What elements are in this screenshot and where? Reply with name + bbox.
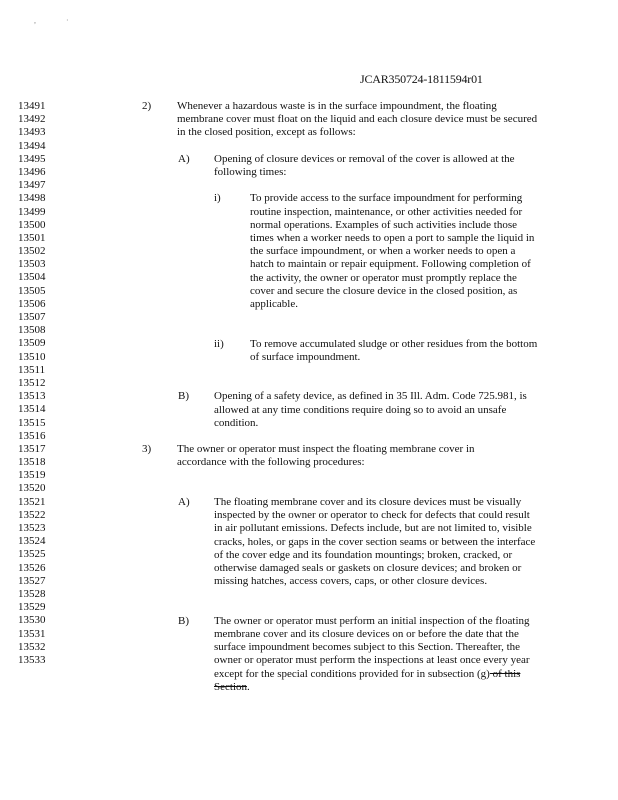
line-number: 13496 xyxy=(18,165,46,178)
line-number: 13524 xyxy=(18,535,46,548)
subsection-3-label: 3) xyxy=(142,443,152,456)
subsection-2Ai-text: To provide access to the surface impoundment for performing routine inspection, maintenance, or other activities needed for normal operations. Examples of such activities include those times when a worker needs to open a port to sample the liquid in the surface impoundment, or when a worker needs to open a hatch to maintain or repair equipment. Following completion of the activity, the owner or operator must promptly replace the cover and secure the closure device in the closed position, as applicable. xyxy=(250,192,535,311)
subsection-3B-struck-text: of this Section xyxy=(214,667,521,693)
subsection-3B-text xyxy=(214,615,540,694)
subsection-3B-label: B) xyxy=(178,614,189,627)
line-number: 13520 xyxy=(18,482,46,495)
line-number: 13498 xyxy=(18,192,46,205)
subsection-2Ai-label: i) xyxy=(214,192,221,205)
subsection-2A-label: A) xyxy=(178,152,190,165)
line-number: 13495 xyxy=(18,152,46,165)
subsection-2B-text: Opening of a safety device, as defined in 35 Ill. Adm. Code 725.981, is allowed at any time conditions require doing so to avoid an unsafe condition. xyxy=(214,390,527,429)
subsection-2-text: Whenever a hazardous waste is in the surface impoundment, the floating membrane cover must float on the liquid and each closure device must be secured in the closed position, except as follows: xyxy=(177,100,538,139)
line-number: 13531 xyxy=(18,627,46,640)
line-number: 13533 xyxy=(18,653,46,666)
subsection-2A-text: Opening of closure devices or removal of the cover is allowed at the following times: xyxy=(214,152,515,178)
scan-mark-right: · xyxy=(66,16,69,25)
line-number: 13515 xyxy=(18,416,46,429)
line-number: 13512 xyxy=(18,376,46,389)
subsection-3-text: The owner or operator must inspect the floating membrane cover in accordance with the following procedures: xyxy=(177,443,475,469)
line-number: 13505 xyxy=(18,284,46,297)
line-number: 13519 xyxy=(18,469,46,482)
line-number: 13513 xyxy=(18,390,46,403)
line-number: 13525 xyxy=(18,548,46,561)
line-number: 13518 xyxy=(18,456,46,469)
line-number: 13511 xyxy=(18,363,46,376)
line-number: 13522 xyxy=(18,508,46,521)
line-number: 13514 xyxy=(18,403,46,416)
line-number: 13497 xyxy=(18,179,46,192)
line-numbers-column xyxy=(18,100,66,667)
line-number: 13528 xyxy=(18,587,46,600)
subsection-2B-label: B) xyxy=(178,390,189,403)
subsection-2Aii-label: ii) xyxy=(214,337,224,350)
line-number: 13530 xyxy=(18,614,46,627)
subsection-2Aii-text: To remove accumulated sludge or other residues from the bottom of surface impoundment. xyxy=(250,337,538,363)
line-number: 13500 xyxy=(18,218,46,231)
line-number: 13499 xyxy=(18,205,46,218)
line-number: 13503 xyxy=(18,258,46,271)
line-number: 13510 xyxy=(18,350,46,363)
line-number: 13504 xyxy=(18,271,46,284)
line-number: 13517 xyxy=(18,442,46,455)
subsection-2-label: 2) xyxy=(142,100,152,112)
line-number: 13526 xyxy=(18,561,46,574)
line-number: 13494 xyxy=(18,139,46,152)
line-number: 13509 xyxy=(18,337,46,350)
subsection-3A-text: The floating membrane cover and its closure devices must be visually inspected by the owner or operator to check for defects that could result in air pollutant emissions. Defects include, but are not limited to, visible cracks, holes, or gaps in the cover section seams or between the interface of the cover edge and its foundation mountings; broken, cracked, or otherwise damaged seals or gaskets on closure devices; and broken or missing hatches, access covers, caps, or other closure devices. xyxy=(214,496,536,588)
line-number: 13521 xyxy=(18,495,46,508)
line-number: 13492 xyxy=(18,113,46,126)
line-number: 13532 xyxy=(18,640,46,653)
document-id: JCAR350724-1811594r01 xyxy=(360,72,483,86)
line-number: 13516 xyxy=(18,429,46,442)
line-number: 13506 xyxy=(18,297,46,310)
subsection-3A-label: A) xyxy=(178,496,190,508)
line-number: 13508 xyxy=(18,324,46,337)
line-number: 13493 xyxy=(18,126,46,139)
subsection-3B-end-text: . xyxy=(247,680,250,693)
line-number: 13491 xyxy=(18,100,46,112)
line-number: 13502 xyxy=(18,245,46,258)
line-number: 13523 xyxy=(18,522,46,534)
subsection-3B-main-text: The owner or operator must perform an initial inspection of the floating membrane cover and its closure devices on or before the date that the surface impoundment becomes subject to this Section. Thereafter, the owner or operator must perform the inspections at least once every year except for the special conditions provided for in subsection (g) xyxy=(214,614,530,680)
line-number: 13527 xyxy=(18,574,46,587)
line-number: 13529 xyxy=(18,601,46,614)
line-number: 13501 xyxy=(18,231,46,244)
scan-mark-left: , xyxy=(34,16,36,25)
line-number: 13507 xyxy=(18,311,46,323)
